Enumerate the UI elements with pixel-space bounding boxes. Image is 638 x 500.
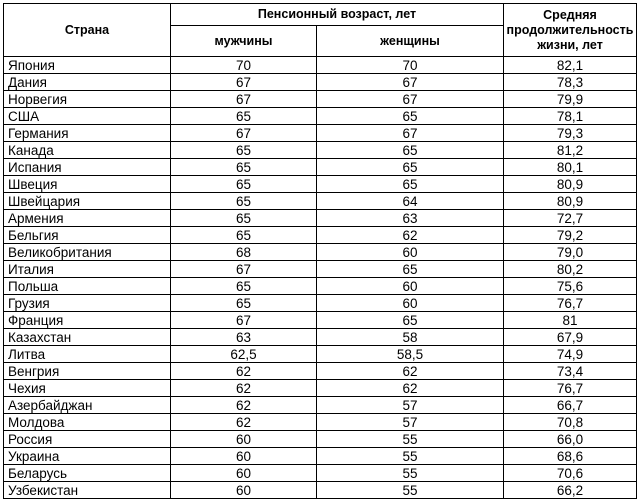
table-row xyxy=(4,346,637,363)
table-row xyxy=(4,74,637,91)
country-cell: Грузия xyxy=(4,295,171,312)
men-age-cell: 62 xyxy=(171,397,317,414)
men-age-cell: 60 xyxy=(171,448,317,465)
life-expectancy-cell: 80,9 xyxy=(504,176,637,193)
women-age-cell: 65 xyxy=(317,142,504,159)
table-row xyxy=(4,193,637,210)
country-cell: Дания xyxy=(4,74,171,91)
country-cell: Молдова xyxy=(4,414,171,431)
women-age-cell: 55 xyxy=(317,465,504,482)
country-cell: Германия xyxy=(4,125,171,142)
men-age-cell: 62,5 xyxy=(171,346,317,363)
table-row xyxy=(4,210,637,227)
table-row xyxy=(4,482,637,499)
women-age-cell: 58 xyxy=(317,329,504,346)
table-row xyxy=(4,363,637,380)
pension-table xyxy=(3,3,637,499)
table-row xyxy=(4,227,637,244)
life-expectancy-cell: 68,6 xyxy=(504,448,637,465)
table-row xyxy=(4,329,637,346)
women-age-cell: 57 xyxy=(317,397,504,414)
women-age-cell: 58,5 xyxy=(317,346,504,363)
life-expectancy-cell: 79,3 xyxy=(504,125,637,142)
life-expectancy-cell: 74,9 xyxy=(504,346,637,363)
women-age-cell: 55 xyxy=(317,482,504,499)
life-expectancy-cell: 72,7 xyxy=(504,210,637,227)
women-age-cell: 60 xyxy=(317,295,504,312)
men-age-cell: 70 xyxy=(171,57,317,74)
life-expectancy-cell: 73,4 xyxy=(504,363,637,380)
table-row xyxy=(4,142,637,159)
country-cell: Великобритания xyxy=(4,244,171,261)
life-expectancy-cell: 76,7 xyxy=(504,380,637,397)
men-age-cell: 65 xyxy=(171,210,317,227)
country-cell: Чехия xyxy=(4,380,171,397)
women-age-cell: 70 xyxy=(317,57,504,74)
header-country: Страна xyxy=(4,4,171,57)
women-age-cell: 63 xyxy=(317,210,504,227)
men-age-cell: 65 xyxy=(171,227,317,244)
country-cell: Швейцария xyxy=(4,193,171,210)
country-cell: США xyxy=(4,108,171,125)
women-age-cell: 62 xyxy=(317,380,504,397)
table-row xyxy=(4,91,637,108)
table-row xyxy=(4,176,637,193)
men-age-cell: 63 xyxy=(171,329,317,346)
women-age-cell: 62 xyxy=(317,227,504,244)
men-age-cell: 67 xyxy=(171,261,317,278)
header-women: женщины xyxy=(317,26,504,57)
table-row xyxy=(4,159,637,176)
women-age-cell: 65 xyxy=(317,176,504,193)
life-expectancy-cell: 66,7 xyxy=(504,397,637,414)
life-expectancy-cell: 81,2 xyxy=(504,142,637,159)
life-expectancy-cell: 75,6 xyxy=(504,278,637,295)
country-cell: Польша xyxy=(4,278,171,295)
country-cell: Узбекистан xyxy=(4,482,171,499)
life-expectancy-cell: 79,0 xyxy=(504,244,637,261)
men-age-cell: 67 xyxy=(171,91,317,108)
women-age-cell: 62 xyxy=(317,363,504,380)
life-expectancy-cell: 78,3 xyxy=(504,74,637,91)
country-cell: Азербайджан xyxy=(4,397,171,414)
country-cell: Япония xyxy=(4,57,171,74)
women-age-cell: 60 xyxy=(317,278,504,295)
country-cell: Канада xyxy=(4,142,171,159)
table-row xyxy=(4,108,637,125)
country-cell: Испания xyxy=(4,159,171,176)
table-row xyxy=(4,448,637,465)
men-age-cell: 65 xyxy=(171,193,317,210)
country-cell: Бельгия xyxy=(4,227,171,244)
table-row xyxy=(4,380,637,397)
table-body xyxy=(4,57,637,499)
country-cell: Венгрия xyxy=(4,363,171,380)
women-age-cell: 64 xyxy=(317,193,504,210)
country-cell: Литва xyxy=(4,346,171,363)
women-age-cell: 67 xyxy=(317,125,504,142)
men-age-cell: 65 xyxy=(171,142,317,159)
life-expectancy-cell: 82,1 xyxy=(504,57,637,74)
men-age-cell: 67 xyxy=(171,74,317,91)
country-cell: Италия xyxy=(4,261,171,278)
country-cell: Беларусь xyxy=(4,465,171,482)
men-age-cell: 68 xyxy=(171,244,317,261)
women-age-cell: 65 xyxy=(317,159,504,176)
country-cell: Армения xyxy=(4,210,171,227)
country-cell: Норвегия xyxy=(4,91,171,108)
men-age-cell: 67 xyxy=(171,125,317,142)
life-expectancy-cell: 66,0 xyxy=(504,431,637,448)
life-expectancy-cell: 80,9 xyxy=(504,193,637,210)
table-row xyxy=(4,431,637,448)
life-expectancy-cell: 70,6 xyxy=(504,465,637,482)
men-age-cell: 65 xyxy=(171,159,317,176)
life-expectancy-cell: 79,9 xyxy=(504,91,637,108)
table-row xyxy=(4,57,637,74)
women-age-cell: 55 xyxy=(317,431,504,448)
women-age-cell: 60 xyxy=(317,244,504,261)
country-cell: Россия xyxy=(4,431,171,448)
men-age-cell: 65 xyxy=(171,108,317,125)
country-cell: Франция xyxy=(4,312,171,329)
life-expectancy-cell: 81 xyxy=(504,312,637,329)
header-life-expectancy: Средняя продолжительность жизни, лет xyxy=(504,4,637,57)
header-pension-age: Пенсионный возраст, лет xyxy=(171,4,504,26)
women-age-cell: 65 xyxy=(317,261,504,278)
table-row xyxy=(4,261,637,278)
women-age-cell: 65 xyxy=(317,108,504,125)
men-age-cell: 62 xyxy=(171,363,317,380)
life-expectancy-cell: 67,9 xyxy=(504,329,637,346)
men-age-cell: 62 xyxy=(171,380,317,397)
women-age-cell: 67 xyxy=(317,91,504,108)
men-age-cell: 60 xyxy=(171,465,317,482)
country-cell: Казахстан xyxy=(4,329,171,346)
life-expectancy-cell: 70,8 xyxy=(504,414,637,431)
table-row xyxy=(4,397,637,414)
country-cell: Украина xyxy=(4,448,171,465)
table-row xyxy=(4,295,637,312)
men-age-cell: 62 xyxy=(171,414,317,431)
table-row xyxy=(4,465,637,482)
men-age-cell: 65 xyxy=(171,295,317,312)
table-row xyxy=(4,312,637,329)
life-expectancy-cell: 80,1 xyxy=(504,159,637,176)
life-expectancy-cell: 78,1 xyxy=(504,108,637,125)
table-row xyxy=(4,278,637,295)
table-row xyxy=(4,244,637,261)
life-expectancy-cell: 76,7 xyxy=(504,295,637,312)
life-expectancy-cell: 79,2 xyxy=(504,227,637,244)
men-age-cell: 60 xyxy=(171,431,317,448)
men-age-cell: 65 xyxy=(171,176,317,193)
table-row xyxy=(4,414,637,431)
table-row xyxy=(4,125,637,142)
life-expectancy-cell: 80,2 xyxy=(504,261,637,278)
men-age-cell: 60 xyxy=(171,482,317,499)
women-age-cell: 55 xyxy=(317,448,504,465)
women-age-cell: 67 xyxy=(317,74,504,91)
header-men: мужчины xyxy=(171,26,317,57)
country-cell: Швеция xyxy=(4,176,171,193)
men-age-cell: 67 xyxy=(171,312,317,329)
women-age-cell: 65 xyxy=(317,312,504,329)
life-expectancy-cell: 66,2 xyxy=(504,482,637,499)
women-age-cell: 57 xyxy=(317,414,504,431)
men-age-cell: 65 xyxy=(171,278,317,295)
